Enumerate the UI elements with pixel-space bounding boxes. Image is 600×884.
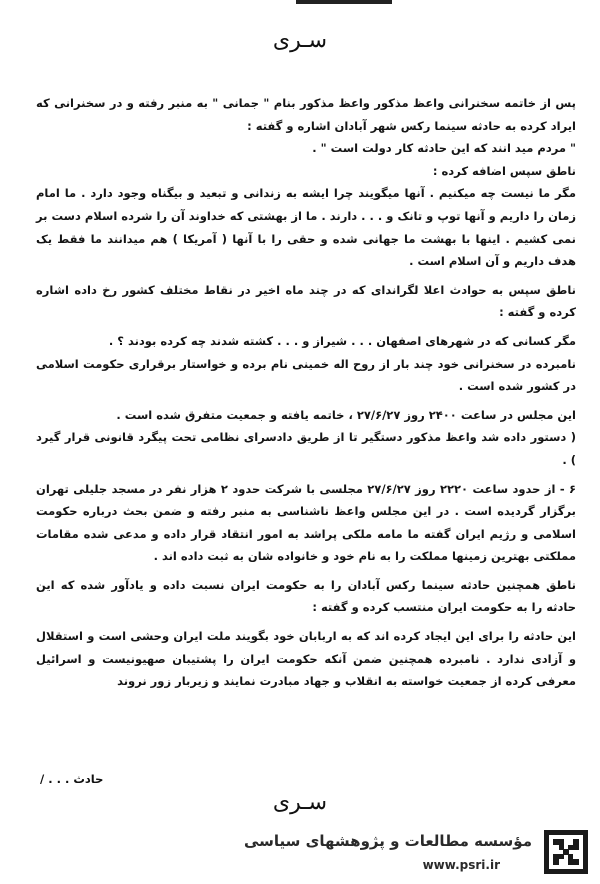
paragraph: ناطق سپس اضافه کرده : [432, 163, 576, 178]
classification-header: سـرى [272, 28, 328, 53]
paragraph: این حادثه را برای این ایجاد کرده اند که به اربابان خود بگویند ملت ایران وحشی است و استقلال و آزادی ندارد . نامبرده همچنین ضمن آنکه حکومت ایران را پشتیبان صهیونیست و اسرائیل معرفی کرده از جمعیت خواسته به انقلاب و جهاد مبادرت نمایند و زیربار زور نروند [36, 629, 576, 689]
paragraph: " مردم مید انند که این حادثه کار دولت است " . [312, 141, 576, 156]
document-body [36, 92, 576, 693]
classification-footer: سـرى [272, 790, 328, 815]
org-name: مؤسسه مطالعات و پژوهشهای سیاسی [243, 832, 532, 850]
paragraph: ۶ - از حدود ساعت ۲۲۲۰ روز ۲۷/۶/۲۷ مجلسی با شرکت حدود ۲ هزار نفر در مسجد جلیلی تهران برگزار گردیده است . در این مجلس واعظ ناشناسی به منبر رفته و ضمن بحث درباره حکومت اسلامی و رژیم ایران گفته ما مامه ملکی پراشد به امور انتقاد قرار داده و مدعی شده مقامات مملکتی بهترین زمینها مملکت را به نام خود و خانواده شان به ثبت داده اند . [36, 481, 577, 564]
paragraph: مگر کسانی که در شهرهای اصفهان . . . شیراز و . . . کشته شدند چه کرده بودند ؟ . [108, 333, 576, 348]
footer-watermark [0, 822, 600, 884]
date-line: حادث . . . / [40, 772, 104, 786]
top-edge-mark [296, 0, 392, 4]
paragraph: مگر ما نیست چه میکنیم . آنها میگویند چرا ایشه به زندانی و تبعید و بیگناه وجود دارد . ما امام زمان را داریم و آنها توپ و تانک و . . . دارند . ما از بهشتی که خداوند آن را شرده اسلام دست بر نمی کشیم . اینها با بهشت ما جهانی شده و حقی را با آنها ( آمریکا ) هم میدانند ما فقط یک هدف داریم و آن اسلام است . [36, 186, 576, 269]
paragraph: پس از خاتمه سخنرانی واعظ مذکور واعظ مذکور بنام " جمانی " به منبر رفته و در سخنرانی که ایراد کرده به حادثه سینما رکس شهر آبادان اشاره و گفته : [36, 96, 576, 133]
paragraph: ناطق همچنین حادثه سینما رکس آبادان را به حکومت ایران نسبت داده و یادآور شده که این حادثه را به حکومت ایران منتسب کرده و گفته : [36, 577, 576, 615]
psri-logo-icon [544, 830, 588, 874]
paragraph: این مجلس در ساعت ۲۴۰۰ روز ۲۷/۶/۲۷ ، خاتمه یافته و جمعیت متفرق شده است . [116, 407, 576, 422]
paragraph: ( دستور داده شد واعظ مذکور دستگیر تا از طریق دادسرای نظامی تحت پیگرد قانونی قرار گیرد ) . [36, 430, 576, 467]
paragraph: نامبرده در سخنرانی خود چند بار از روح اله خمینی نام برده و خواستار برقراری حکومت اسلامی در کشور شده است . [36, 356, 576, 394]
paragraph: ناطق سپس به حوادث اعلا لگراندای که در چند ماه اخیر در نقاط مختلف کشور رخ داده اشاره کرده و گفته : [36, 282, 576, 320]
org-url: www.psri.ir [422, 858, 500, 872]
